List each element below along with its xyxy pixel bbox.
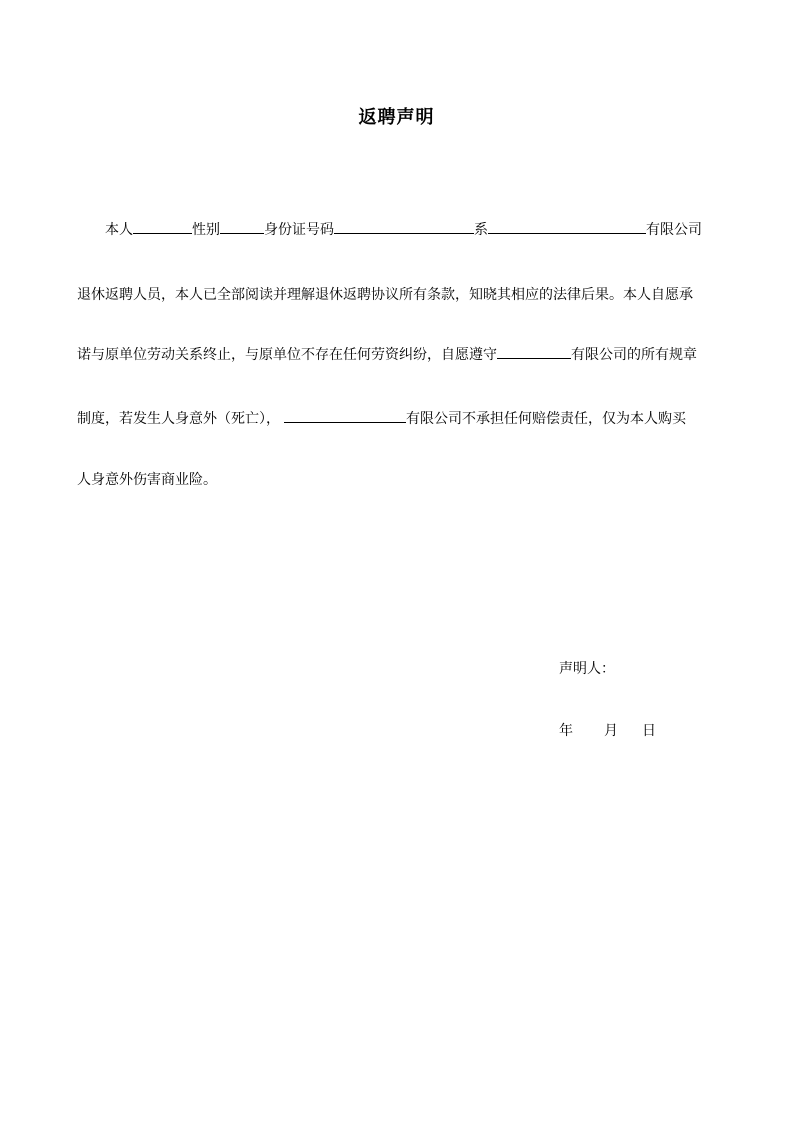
year-label: 年 <box>559 723 573 739</box>
text-benren: 本人 <box>105 222 133 238</box>
paragraph-line-4 <box>77 408 686 428</box>
paragraph-line-2: 退休返聘人员，本人已全部阅读并理解退休返聘协议所有条款，知晓其相应的法律后果。本人自愿承 <box>77 287 693 303</box>
paragraph-line-3 <box>77 344 697 364</box>
id-number-blank[interactable] <box>334 219 474 234</box>
name-blank[interactable] <box>133 219 192 234</box>
text-xi: 系 <box>474 222 488 238</box>
day-label: 日 <box>642 723 656 739</box>
text-l3-a: 诺与原单位劳动关系终止，与原单位不存在任何劳资纠纷，自愿遵守 <box>77 347 497 363</box>
declarant-label: 声明人： <box>559 661 615 677</box>
document-title: 返聘声明 <box>358 107 435 128</box>
gender-blank[interactable] <box>220 219 264 234</box>
company-blank-2[interactable] <box>497 344 571 359</box>
text-id-number: 身份证号码 <box>264 222 334 238</box>
company-blank-1[interactable] <box>488 219 646 234</box>
month-label: 月 <box>604 723 618 739</box>
paragraph-line-5: 人身意外伤害商业险。 <box>77 472 217 488</box>
text-l3-b: 有限公司的所有规章 <box>571 347 697 363</box>
text-l4-a: 制度，若发生人身意外（死亡）， <box>77 411 280 427</box>
text-gender: 性别 <box>192 222 220 238</box>
text-l4-b: 有限公司不承担任何赔偿责任，仅为本人购买 <box>406 411 686 427</box>
paragraph-line-1 <box>77 219 702 239</box>
company-blank-3[interactable] <box>284 408 406 423</box>
text-company-1: 有限公司 <box>646 222 702 238</box>
date-line <box>559 720 656 740</box>
